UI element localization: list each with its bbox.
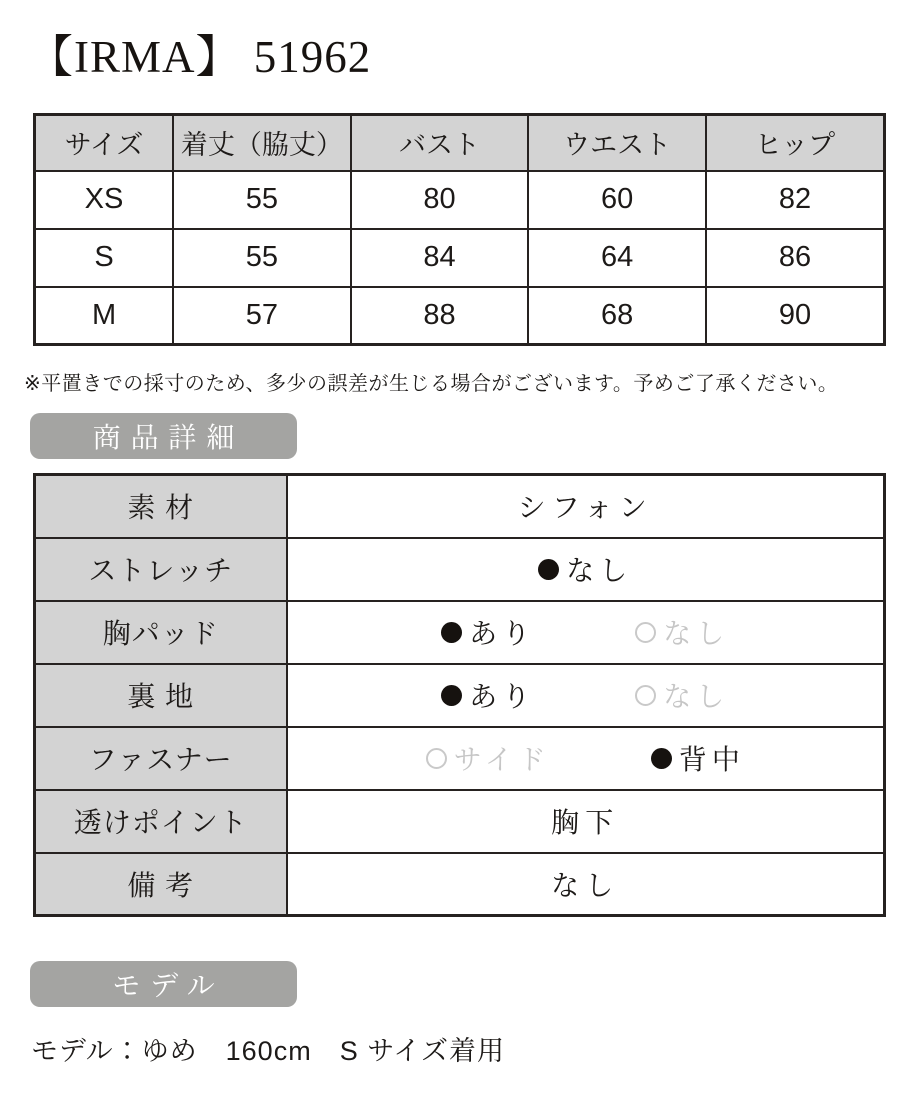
option-label: あり	[469, 618, 536, 649]
length-cell: 55	[173, 171, 351, 229]
unselected-dot-icon	[426, 748, 447, 769]
bust-cell: 88	[351, 287, 529, 345]
option-selected	[441, 612, 535, 652]
detail-row-material	[35, 475, 885, 538]
length-cell: 57	[173, 287, 351, 345]
hip-cell: 90	[706, 287, 885, 345]
size-chart-header-row	[35, 115, 885, 171]
detail-label: 透けポイント	[35, 790, 287, 853]
detail-value: なし	[287, 853, 885, 916]
selected-dot-icon	[441, 685, 462, 706]
option-selected	[441, 675, 535, 715]
selected-dot-icon	[538, 559, 559, 580]
unselected-dot-icon	[635, 622, 656, 643]
detail-value	[287, 601, 885, 664]
detail-label: ストレッチ	[35, 538, 287, 601]
option-label: なし	[566, 555, 633, 586]
detail-row-remarks	[35, 853, 885, 916]
option-selected	[651, 738, 745, 778]
detail-value: 胸下	[287, 790, 885, 853]
detail-row-sheer-point	[35, 790, 885, 853]
size-row-s	[35, 229, 885, 287]
size-chart-header-size: サイズ	[35, 115, 174, 171]
option-unselected	[426, 738, 551, 778]
section-badge-product-details: 商品詳細	[30, 413, 297, 459]
detail-row-chest-pad	[35, 601, 885, 664]
detail-label: 裏 地	[35, 664, 287, 727]
size-row-xs	[35, 171, 885, 229]
bust-cell: 80	[351, 171, 529, 229]
detail-value: シフォン	[287, 475, 885, 538]
size-chart-header-waist: ウエスト	[528, 115, 706, 171]
option-label: なし	[663, 618, 730, 649]
option-label: あり	[469, 681, 536, 712]
size-chart-table	[33, 113, 886, 346]
option-unselected	[635, 612, 729, 652]
detail-row-fastener	[35, 727, 885, 790]
option-label: 背中	[678, 744, 745, 775]
size-row-m	[35, 287, 885, 345]
detail-row-stretch	[35, 538, 885, 601]
detail-row-lining	[35, 664, 885, 727]
model-info: モデル：ゆめ 160cm S サイズ着用	[31, 1036, 506, 1066]
detail-label: ファスナー	[35, 727, 287, 790]
size-cell: M	[35, 287, 174, 345]
selected-dot-icon	[651, 748, 672, 769]
hip-cell: 86	[706, 229, 885, 287]
waist-cell: 60	[528, 171, 706, 229]
waist-cell: 68	[528, 287, 706, 345]
detail-value	[287, 727, 885, 790]
detail-value	[287, 664, 885, 727]
length-cell: 55	[173, 229, 351, 287]
page-title: 【IRMA】 51962	[28, 32, 372, 82]
size-cell: XS	[35, 171, 174, 229]
detail-label: 素 材	[35, 475, 287, 538]
size-chart-header-bust: バスト	[351, 115, 529, 171]
measurement-note: ※平置きでの採寸のため、多少の誤差が生じる場合がございます。予めご了承ください。	[24, 373, 839, 395]
option-label: サイド	[453, 744, 551, 775]
size-chart-header-hip: ヒップ	[706, 115, 885, 171]
hip-cell: 82	[706, 171, 885, 229]
detail-value	[287, 538, 885, 601]
waist-cell: 64	[528, 229, 706, 287]
size-chart-header-length: 着丈（脇丈）	[173, 115, 351, 171]
section-badge-model: モデル	[30, 961, 297, 1007]
option-selected	[538, 549, 632, 589]
unselected-dot-icon	[635, 685, 656, 706]
detail-label: 胸パッド	[35, 601, 287, 664]
selected-dot-icon	[441, 622, 462, 643]
bust-cell: 84	[351, 229, 529, 287]
option-label: なし	[663, 681, 730, 712]
product-details-table	[33, 473, 886, 917]
size-cell: S	[35, 229, 174, 287]
detail-label: 備 考	[35, 853, 287, 916]
option-unselected	[635, 675, 729, 715]
